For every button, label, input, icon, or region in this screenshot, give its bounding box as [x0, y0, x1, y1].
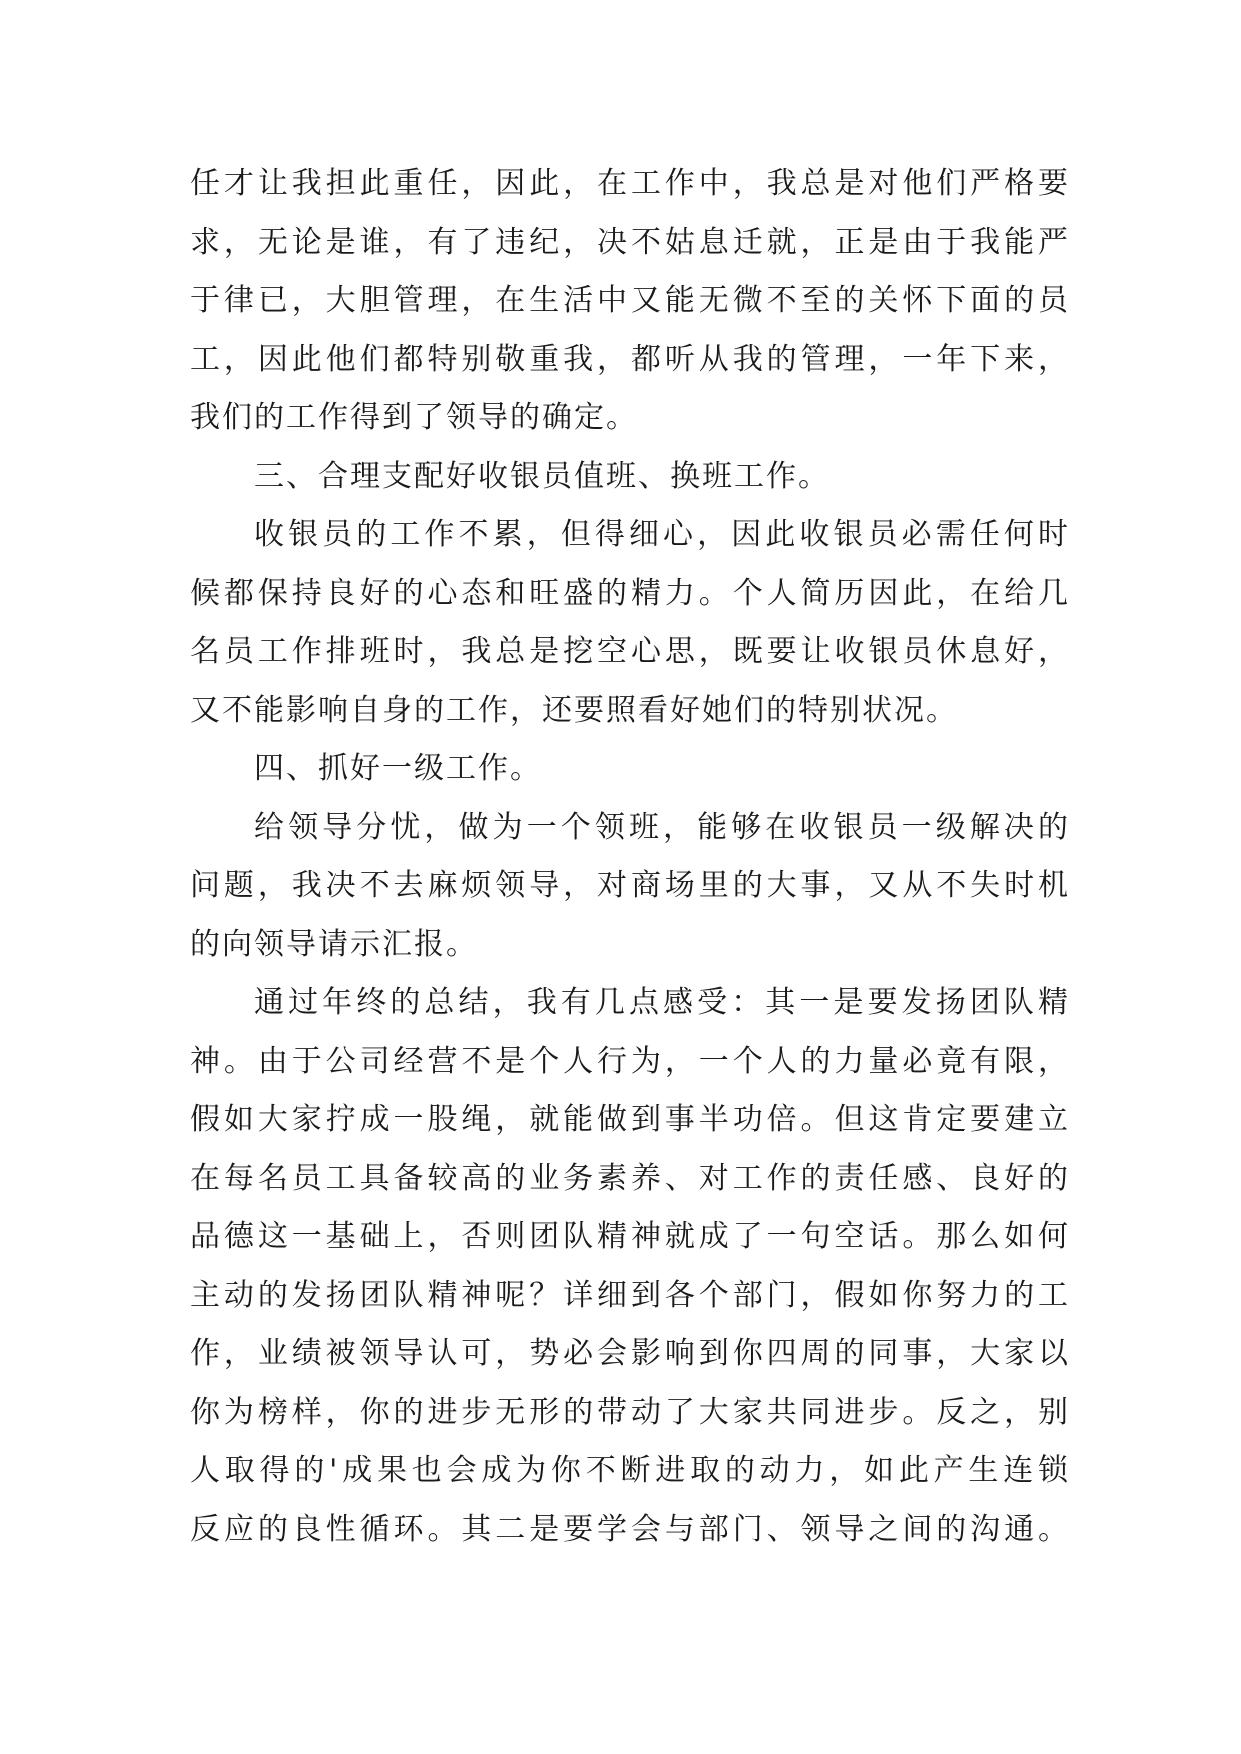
text-line: 神。由于公司经营不是个人行为，一个人的力量必竟有限， [190, 1043, 1070, 1079]
text-line: 主动的发扬团队精神呢？详细到各个部门，假如你努力的工 [190, 1277, 1070, 1313]
text-line: 通过年终的总结，我有几点感受：其一是要发扬团队精 [254, 985, 1070, 1020]
text-line: 于律已，大胆管理，在生活中又能无微不至的关怀下面的员 [190, 283, 1070, 318]
text-line: 收银员的工作不累，但得细心，因此收银员必需任何时 [254, 517, 1070, 552]
section-heading: 三、合理支配好收银员值班、换班工作。 [254, 458, 830, 494]
text-line: 你为榜样，你的进步无形的带动了大家共同进步。反之，别 [190, 1394, 1070, 1430]
document-body [190, 155, 1070, 1559]
text-line: 工，因此他们都特别敬重我，都听从我的管理，一年下来， [190, 341, 1070, 377]
text-line: 候都保持良好的心态和旺盛的精力。个人简历因此，在给几 [190, 575, 1070, 611]
document-page [190, 155, 1070, 1559]
text-line: 给领导分忧，做为一个领班，能够在收银员一级解决的 [254, 809, 1070, 845]
text-line: 作，业绩被领导认可，势必会影响到你四周的同事，大家以 [190, 1336, 1070, 1371]
text-line: 问题，我决不去麻烦领导，对商场里的大事，又从不失时机 [190, 868, 1070, 903]
section-heading: 四、抓好一级工作。 [254, 751, 542, 786]
text-line: 的向领导请示汇报。 [190, 926, 478, 962]
text-line: 名员工作排班时，我总是挖空心思，既要让收银员休息好， [190, 634, 1070, 669]
text-line: 品德这一基础上，否则团队精神就成了一句空话。那么如何 [190, 1219, 1070, 1254]
text-line: 在每名员工具备较高的业务素养、对工作的责任感、良好的 [190, 1160, 1070, 1196]
text-line: 求，无论是谁，有了违纪，决不姑息迁就，正是由于我能严 [190, 224, 1070, 260]
text-line: 又不能影响自身的工作，还要照看好她们的特别状况。 [190, 692, 958, 728]
text-line: 我们的工作得到了领导的确定。 [190, 400, 638, 435]
text-line: 人取得的'成果也会成为你不断进取的动力，如此产生连锁 [190, 1453, 1070, 1488]
text-line: 反应的良性循环。其二是要学会与部门、领导之间的沟通。 [190, 1511, 1070, 1547]
text-line: 任才让我担此重任，因此，在工作中，我总是对他们严格要 [190, 166, 1070, 201]
text-line: 假如大家拧成一股绳，就能做到事半功倍。但这肯定要建立 [190, 1102, 1070, 1137]
